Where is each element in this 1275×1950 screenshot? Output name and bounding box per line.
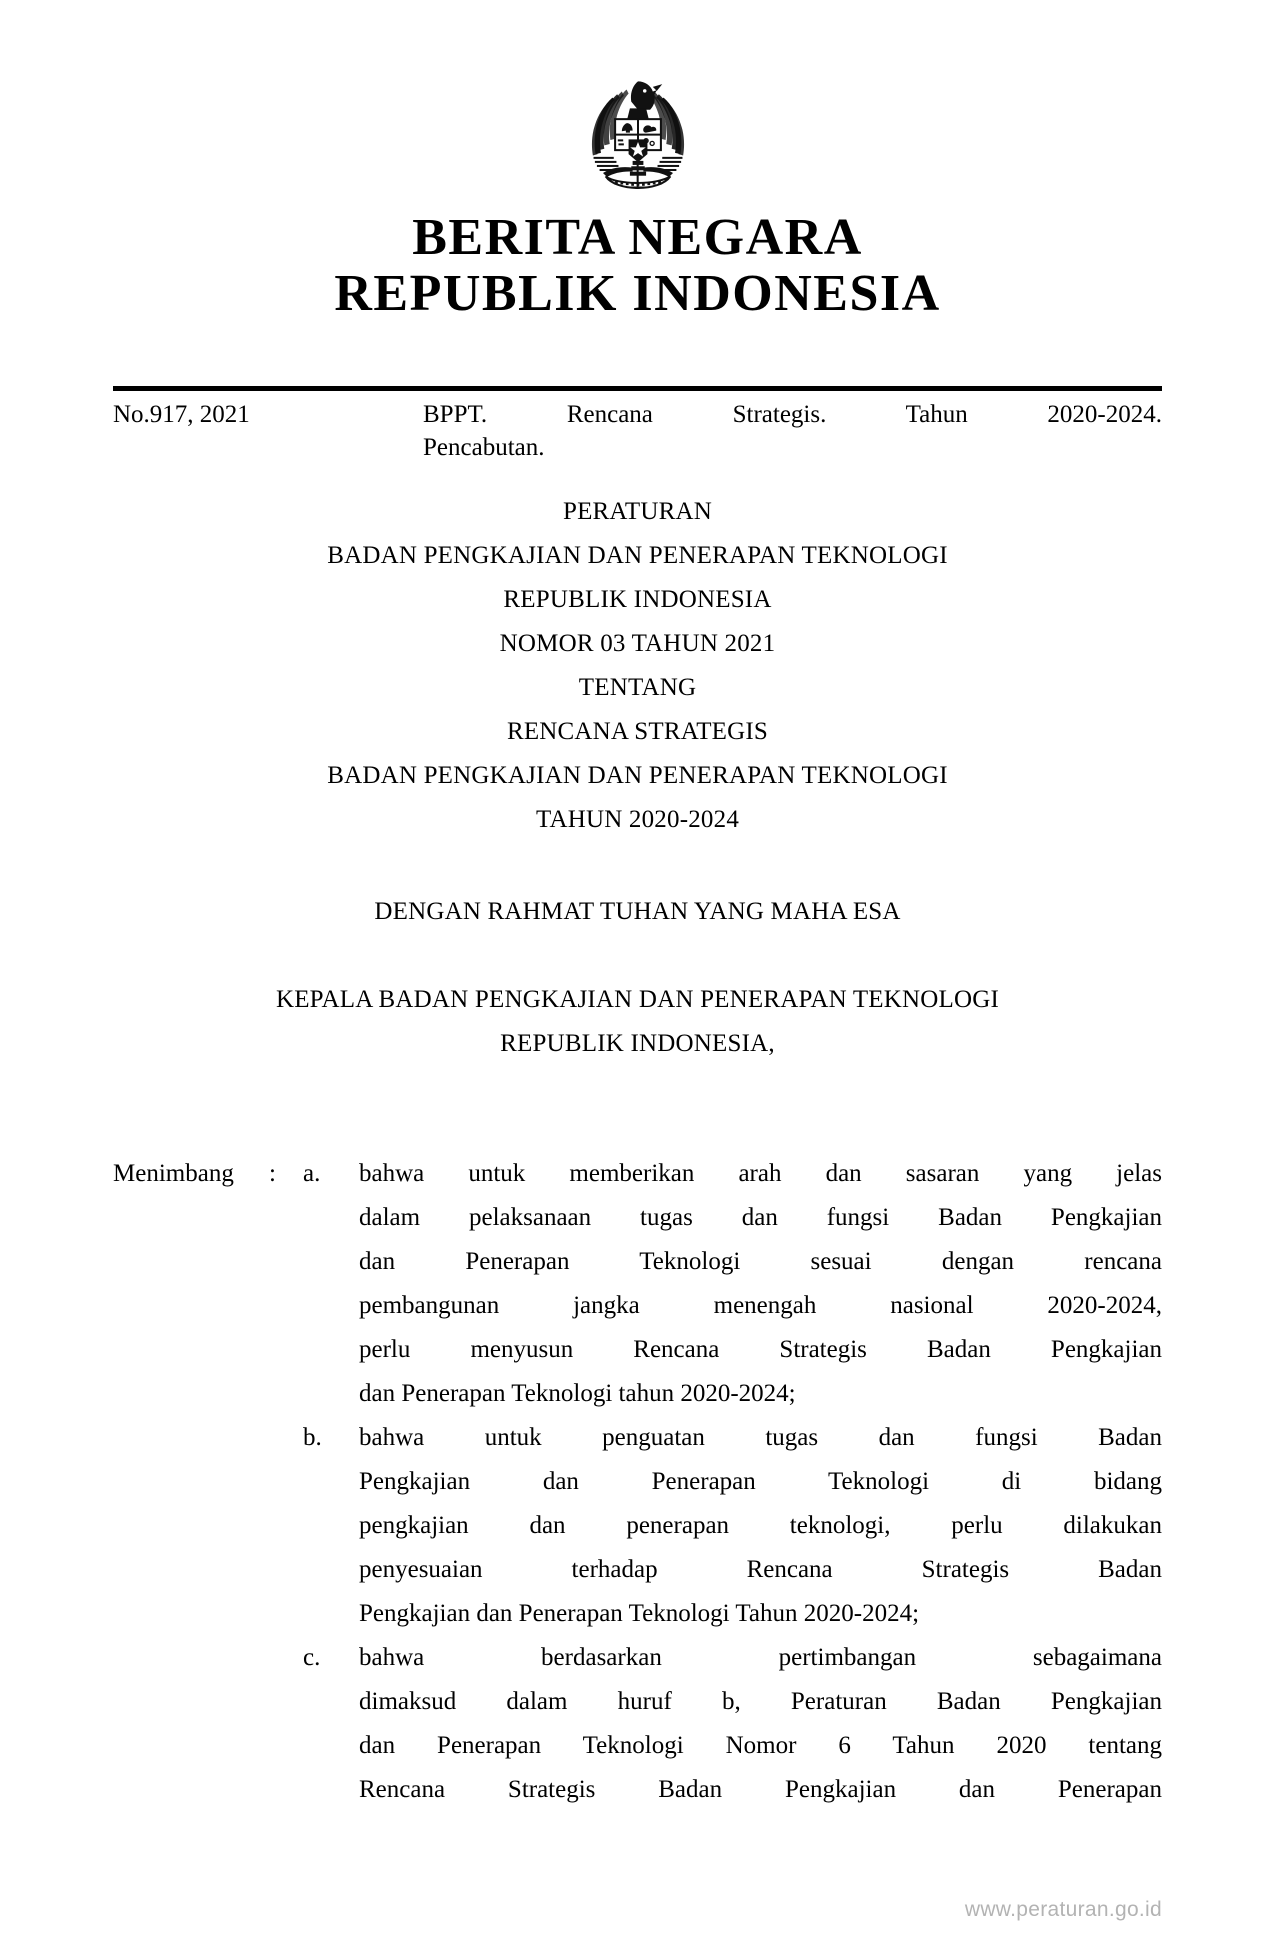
text-line: pembangunan jangka menengah nasional 2020-2024, (359, 1292, 1162, 1319)
title-line-years: TAHUN 2020-2024 (535, 806, 740, 833)
authority-line-2: REPUBLIK INDONESIA, (500, 1030, 775, 1057)
title-line-agency-2: BADAN PENGKAJIAN DAN PENERAPAN TEKNOLOGI (327, 762, 948, 789)
text-line: Pengkajian dan Penerapan Teknologi Tahun 2020-2024; (359, 1600, 920, 1627)
considering-section (113, 1152, 1162, 1812)
item-text-a (359, 1152, 1162, 1416)
footer-watermark: www.peraturan.go.id (964, 1898, 1162, 1921)
text-line: penyesuaian terhadap Rencana Strategis Badan (359, 1556, 1162, 1583)
item-marker-b: b. (303, 1424, 322, 1451)
item-marker-a: a. (303, 1160, 321, 1187)
list-item (303, 1416, 1162, 1636)
text-line: bahwa untuk memberikan arah dan sasaran yang jelas (359, 1160, 1162, 1187)
gazette-subject (423, 398, 1162, 464)
text-line: dan Penerapan Teknologi Nomor 6 Tahun 2020 tentang (359, 1732, 1162, 1759)
item-marker-c: c. (303, 1644, 321, 1671)
title-line-republic: REPUBLIK INDONESIA (503, 586, 772, 613)
text-line: Rencana Strategis Badan Pengkajian dan Penerapan (359, 1776, 1162, 1803)
title-line-peraturan: PERATURAN (562, 498, 713, 525)
emblem-container (0, 72, 1275, 204)
text-line: Pengkajian dan Penerapan Teknologi di bidang (359, 1468, 1162, 1495)
gazette-subject-line-2: Pencabutan. (423, 434, 545, 461)
item-text-b (359, 1416, 1162, 1636)
title-line-tentang: TENTANG (578, 674, 697, 701)
considering-label: Menimbang (113, 1160, 234, 1187)
authority-block (113, 978, 1162, 1066)
text-line: dan Penerapan Teknologi tahun 2020-2024; (359, 1380, 796, 1407)
regulation-title-block (113, 490, 1162, 842)
title-line-subject: RENCANA STRATEGIS (506, 718, 769, 745)
text-line: perlu menyusun Rencana Strategis Badan Pengkajian (359, 1336, 1162, 1363)
invocation-block (113, 890, 1162, 934)
title-line-agency: BADAN PENGKAJIAN DAN PENERAPAN TEKNOLOGI (327, 542, 948, 569)
masthead-divider (113, 386, 1162, 391)
authority-line-1: KEPALA BADAN PENGKAJIAN DAN PENERAPAN TEKNOLOGI (275, 986, 1000, 1013)
masthead-line-1: BERITA NEGARA (412, 209, 863, 266)
garuda-pancasila-emblem (570, 72, 706, 204)
considering-items (303, 1152, 1162, 1812)
gazette-header-row (113, 398, 1162, 464)
title-line-number: NOMOR 03 TAHUN 2021 (499, 630, 776, 657)
gazette-number: No.917, 2021 (113, 401, 250, 428)
list-item (303, 1636, 1162, 1812)
text-line: dalam pelaksanaan tugas dan fungsi Badan Pengkajian (359, 1204, 1162, 1231)
considering-colon: : (269, 1160, 276, 1187)
invocation-text: DENGAN RAHMAT TUHAN YANG MAHA ESA (374, 898, 901, 925)
item-text-c (359, 1636, 1162, 1812)
text-line: dan Penerapan Teknologi sesuai dengan rencana (359, 1248, 1162, 1275)
list-item (303, 1152, 1162, 1416)
text-line: dimaksud dalam huruf b, Peraturan Badan Pengkajian (359, 1688, 1162, 1715)
text-line: bahwa berdasarkan pertimbangan sebagaimana (359, 1644, 1162, 1671)
text-line: bahwa untuk penguatan tugas dan fungsi Badan (359, 1424, 1162, 1451)
masthead (113, 210, 1162, 322)
gazette-subject-line-1: BPPT. Rencana Strategis. Tahun 2020-2024. (423, 401, 1162, 428)
masthead-line-2: REPUBLIK INDONESIA (334, 265, 941, 323)
text-line: pengkajian dan penerapan teknologi, perlu dilakukan (359, 1512, 1162, 1539)
